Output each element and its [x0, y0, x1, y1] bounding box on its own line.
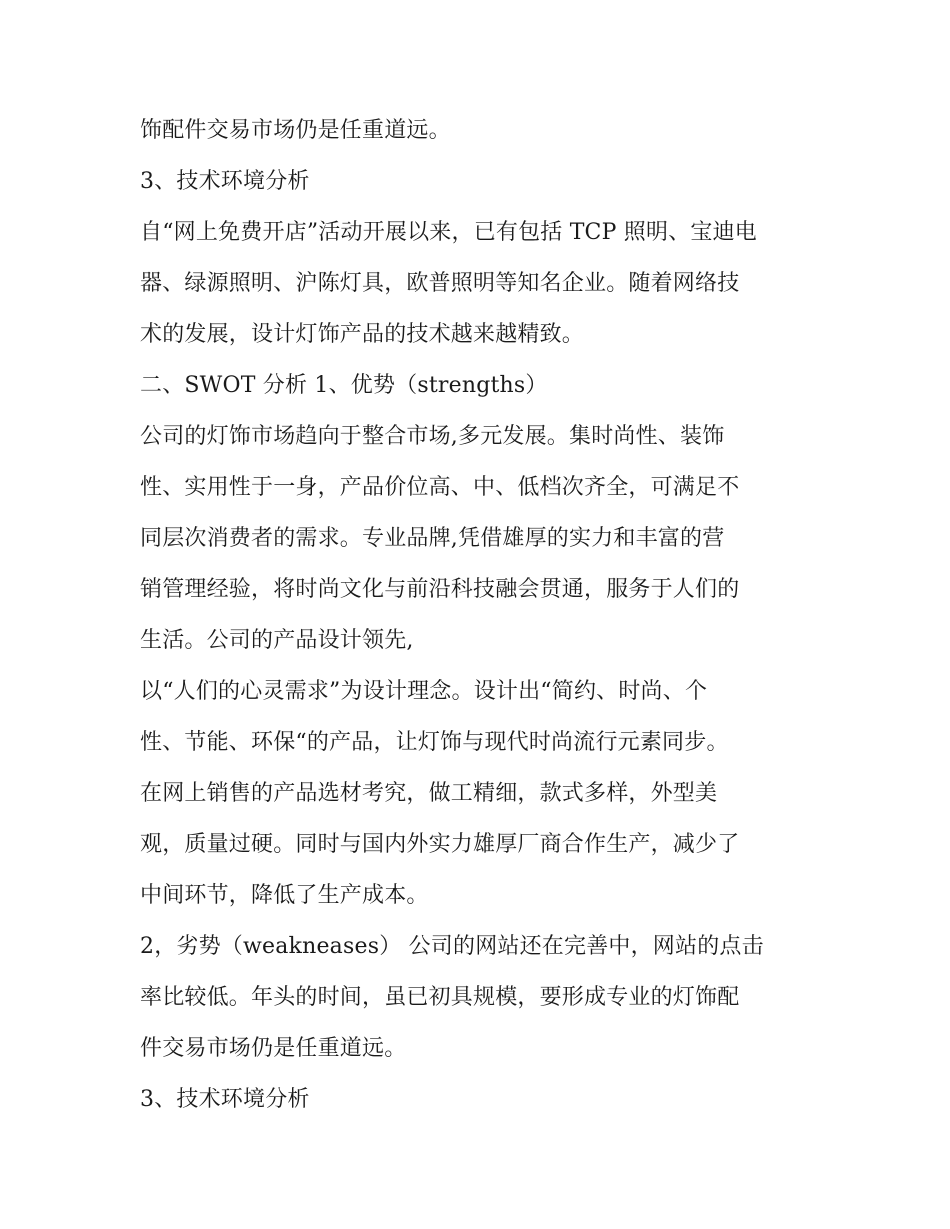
text-line: 性、节能、环保“的产品，让灯饰与现代时尚流行元素同步。 [140, 730, 729, 755]
text-line: 同层次消费者的需求。专业品牌,凭借雄厚的实力和丰富的营 [140, 526, 725, 551]
text-line: 销管理经验，将时尚文化与前沿科技融会贯通，服务于人们的 [140, 577, 740, 602]
section-heading: 3、技术环境分析 [140, 169, 310, 194]
text-line: 观，质量过硬。同时与国内外实力雄厚厂商合作生产，减少了 [140, 832, 740, 857]
text-line: 在网上销售的产品选材考究，做工精细，款式多样，外型美 [140, 781, 718, 806]
document-body [140, 105, 820, 1125]
text-line: 术的发展，设计灯饰产品的技术越来越精致。 [140, 322, 585, 347]
text-line: 2，劣势（weakneases） 公司的网站还在完善中，网站的点击 [140, 934, 764, 959]
text-line: 器、绿源照明、沪陈灯具，欧普照明等知名企业。随着网络技 [140, 271, 740, 296]
text-line: 公司的灯饰市场趋向于整合市场,多元发展。集时尚性、装饰 [140, 424, 725, 449]
section-heading: 3、技术环境分析 [140, 1087, 310, 1112]
section-heading: 二、SWOT 分析 1、优势（strengths） [140, 373, 548, 398]
text-line: 自“网上免费开店”活动开展以来，已有包括 TCP 照明、宝迪电 [140, 220, 757, 245]
text-line: 以“人们的心灵需求”为设计理念。设计出“简约、时尚、个 [140, 679, 708, 704]
text-line: 中间环节，降低了生产成本。 [140, 883, 429, 908]
text-line: 生活。公司的产品设计领先, [140, 628, 414, 653]
text-line: 件交易市场仍是任重道远。 [140, 1036, 407, 1061]
text-line: 率比较低。年头的时间，虽已初具规模，要形成专业的灯饰配 [140, 985, 740, 1010]
text-line: 性、实用性于一身，产品价位高、中、低档次齐全，可满足不 [140, 475, 740, 500]
text-line: 饰配件交易市场仍是任重道远。 [140, 118, 451, 143]
